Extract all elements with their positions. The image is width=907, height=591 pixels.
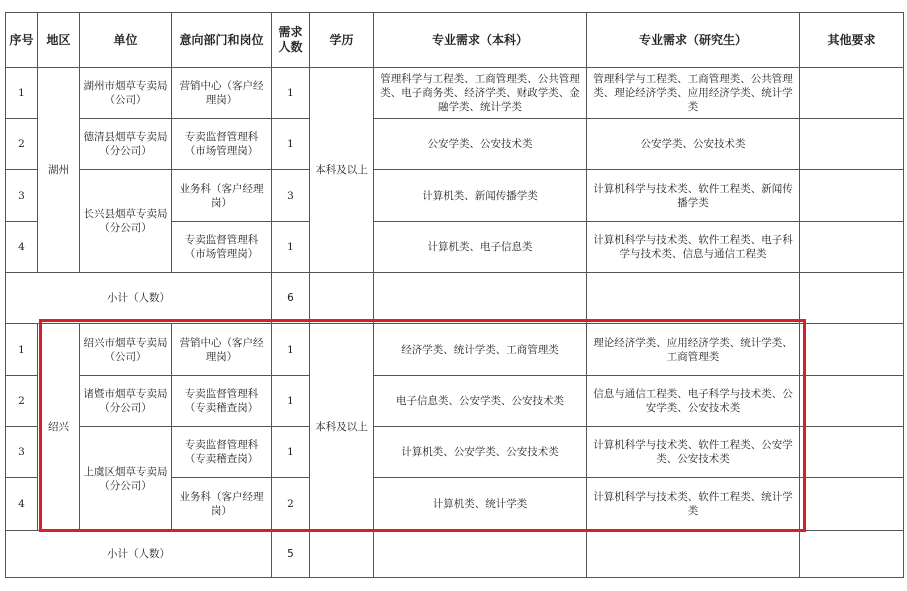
major-pg-cell: 计算机科学与技术类、软件工程类、新闻传播学类 <box>587 170 800 222</box>
major-ug-cell: 经济学类、统计学类、工商管理类 <box>374 324 587 376</box>
education-cell: 本科及以上 <box>310 324 374 531</box>
table-row <box>6 427 904 478</box>
num-cell: 1 <box>272 119 310 170</box>
subtotal-value: 5 <box>272 531 310 578</box>
unit-cell: 上虞区烟草专卖局（分公司） <box>80 427 172 531</box>
num-cell: 2 <box>272 478 310 531</box>
other-cell <box>800 68 904 119</box>
header-major-ug: 专业需求（本科） <box>374 13 587 68</box>
header-other: 其他要求 <box>800 13 904 68</box>
num-cell: 3 <box>272 170 310 222</box>
dept-cell: 专卖监督管理科（市场管理岗） <box>172 119 272 170</box>
other-cell <box>800 376 904 427</box>
header-seq: 序号 <box>6 13 38 68</box>
major-pg-cell: 理论经济学类、应用经济学类、统计学类、工商管理类 <box>587 324 800 376</box>
seq-cell: 4 <box>6 478 38 531</box>
major-pg-cell: 计算机科学与技术类、软件工程类、统计学类 <box>587 478 800 531</box>
seq-cell: 4 <box>6 222 38 273</box>
empty-cell <box>800 531 904 578</box>
other-cell <box>800 478 904 531</box>
major-pg-cell: 公安学类、公安技术类 <box>587 119 800 170</box>
num-cell: 1 <box>272 427 310 478</box>
table-row <box>6 170 904 222</box>
other-cell <box>800 222 904 273</box>
seq-cell: 1 <box>6 68 38 119</box>
seq-cell: 2 <box>6 376 38 427</box>
seq-cell: 2 <box>6 119 38 170</box>
unit-cell: 长兴县烟草专卖局（分公司） <box>80 170 172 273</box>
header-row <box>6 13 904 68</box>
major-pg-cell: 计算机科学与技术类、软件工程类、电子科学与技术类、信息与通信工程类 <box>587 222 800 273</box>
empty-cell <box>587 273 800 324</box>
other-cell <box>800 170 904 222</box>
unit-cell: 绍兴市烟草专卖局（公司） <box>80 324 172 376</box>
empty-cell <box>587 531 800 578</box>
empty-cell <box>800 273 904 324</box>
seq-cell: 1 <box>6 324 38 376</box>
major-ug-cell: 计算机类、公安学类、公安技术类 <box>374 427 587 478</box>
subtotal-label: 小计（人数） <box>6 531 272 578</box>
major-pg-cell: 管理科学与工程类、工商管理类、公共管理类、理论经济学类、应用经济学类、统计学类 <box>587 68 800 119</box>
education-cell: 本科及以上 <box>310 68 374 273</box>
dept-cell: 专卖监督管理科（专卖稽查岗） <box>172 427 272 478</box>
major-pg-cell: 计算机科学与技术类、软件工程类、公安学类、公安技术类 <box>587 427 800 478</box>
major-ug-cell: 计算机类、电子信息类 <box>374 222 587 273</box>
unit-cell: 湖州市烟草专卖局（公司） <box>80 68 172 119</box>
num-cell: 1 <box>272 376 310 427</box>
header-edu: 学历 <box>310 13 374 68</box>
seq-cell: 3 <box>6 170 38 222</box>
table-row <box>6 376 904 427</box>
num-cell: 1 <box>272 222 310 273</box>
other-cell <box>800 324 904 376</box>
subtotal-row <box>6 273 904 324</box>
major-ug-cell: 电子信息类、公安学类、公安技术类 <box>374 376 587 427</box>
header-num: 需求人数 <box>272 13 310 68</box>
dept-cell: 业务科（客户经理岗） <box>172 478 272 531</box>
header-unit: 单位 <box>80 13 172 68</box>
num-cell: 1 <box>272 324 310 376</box>
region-cell: 绍兴 <box>38 324 80 531</box>
subtotal-row <box>6 531 904 578</box>
dept-cell: 营销中心（客户经理岗） <box>172 68 272 119</box>
empty-cell <box>374 273 587 324</box>
num-cell: 1 <box>272 68 310 119</box>
header-region: 地区 <box>38 13 80 68</box>
major-ug-cell: 公安学类、公安技术类 <box>374 119 587 170</box>
recruitment-table <box>5 12 904 578</box>
other-cell <box>800 427 904 478</box>
dept-cell: 营销中心（客户经理岗） <box>172 324 272 376</box>
unit-cell: 德清县烟草专卖局（分公司） <box>80 119 172 170</box>
header-dept: 意向部门和岗位 <box>172 13 272 68</box>
subtotal-label: 小计（人数） <box>6 273 272 324</box>
empty-cell <box>374 531 587 578</box>
subtotal-value: 6 <box>272 273 310 324</box>
table-row <box>6 324 904 376</box>
empty-cell <box>310 531 374 578</box>
empty-cell <box>310 273 374 324</box>
other-cell <box>800 119 904 170</box>
dept-cell: 业务科（客户经理岗） <box>172 170 272 222</box>
dept-cell: 专卖监督管理科（市场管理岗） <box>172 222 272 273</box>
table-row <box>6 68 904 119</box>
dept-cell: 专卖监督管理科（专卖稽查岗） <box>172 376 272 427</box>
table-row <box>6 119 904 170</box>
major-pg-cell: 信息与通信工程类、电子科学与技术类、公安学类、公安技术类 <box>587 376 800 427</box>
major-ug-cell: 计算机类、新闻传播学类 <box>374 170 587 222</box>
region-cell: 湖州 <box>38 68 80 273</box>
seq-cell: 3 <box>6 427 38 478</box>
major-ug-cell: 计算机类、统计学类 <box>374 478 587 531</box>
unit-cell: 诸暨市烟草专卖局（分公司） <box>80 376 172 427</box>
header-major-pg: 专业需求（研究生） <box>587 13 800 68</box>
major-ug-cell: 管理科学与工程类、工商管理类、公共管理类、电子商务类、经济学类、财政学类、金融学类、统计学类 <box>374 68 587 119</box>
